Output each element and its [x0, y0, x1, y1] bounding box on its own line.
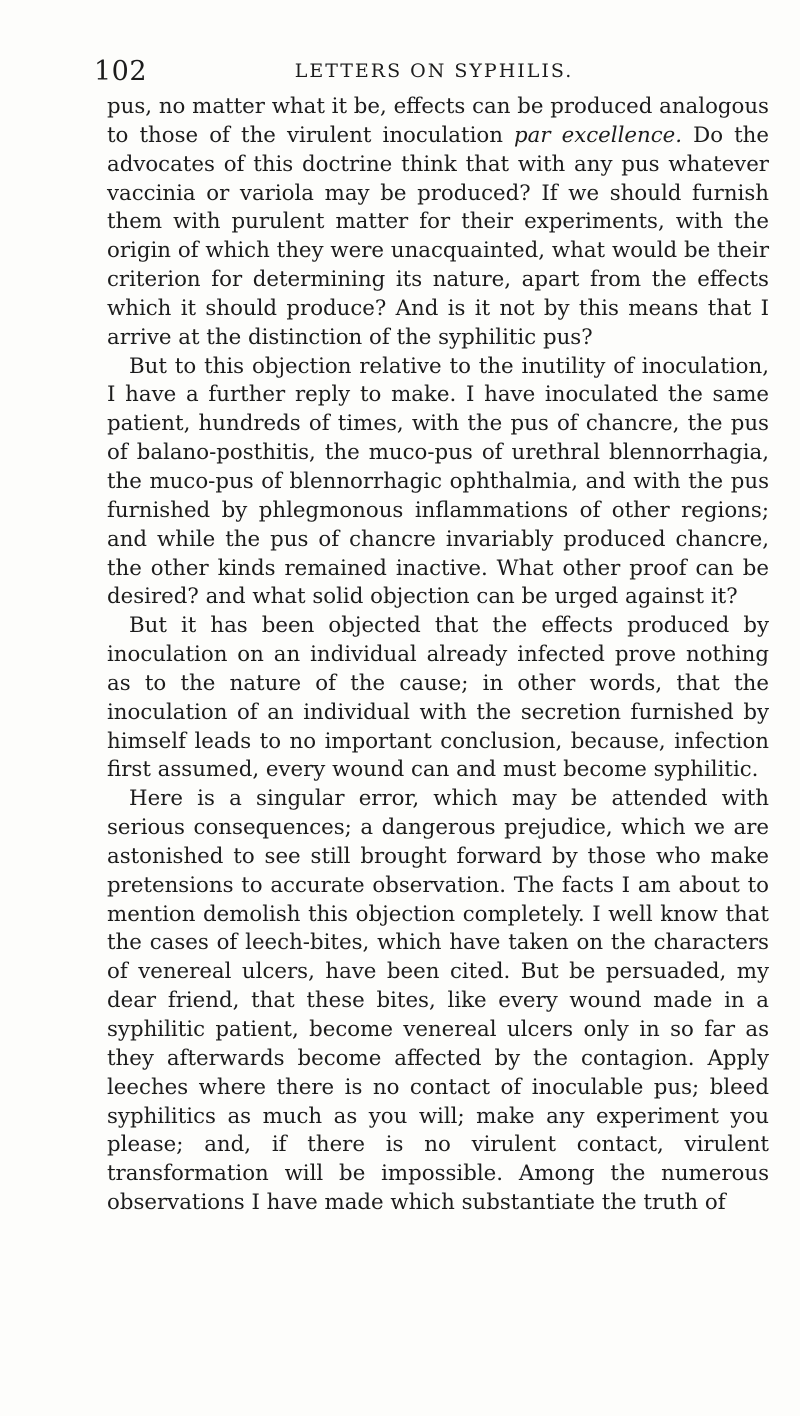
- paragraph-1: [107, 93, 769, 353]
- running-head: [94, 52, 774, 92]
- paragraph-1-text-end: Do the advocates of this doctrine think that with any pus whatever vaccinia or variola may be produced? If we should furnish them with purulent matter for their experiments, with the origin of which they were unacquainted, what would be their criterion for determining its nature, apart from the effects which it should produce? And is it not by this means that I arrive at the distinction of the syphilitic pus?: [107, 122, 769, 350]
- paragraph-2: But to this objection relative to the inutility of inoculation, I have a further reply to make. I have inoculated the same patient, hundreds of times, with the pus of chancre, the pus of balano-posthitis, the muco-pus of urethral blennorrhagia, the muco-pus of blennorrhagic ophthalmia, and with the pus furnished by phlegmonous inflammations of other regions; and while the pus of chancre invariably produced chancre, the other kinds remained inactive. What other proof can be desired? and what solid objection can be urged against it?: [107, 353, 769, 610]
- paragraph-1-italic-phrase: par excellence.: [514, 122, 683, 148]
- page-number: 102: [94, 56, 148, 87]
- body-text: [107, 93, 769, 1218]
- running-title: LETTERS ON SYPHILIS.: [294, 60, 574, 82]
- paragraph-1-text-start: pus, no matter what it be, effects can be produced analogous to those of the virulent inoculation: [107, 94, 769, 148]
- paragraph-3: But it has been objected that the effects produced by inoculation on an individual already infected prove nothing as to the nature of the cause; in other words, that the inoculation of an individual with the secretion furnished by himself leads to no important conclusion, because, infection first assumed, every wound can and must become syphilitic.: [107, 613, 769, 783]
- paragraph-4: Here is a singular error, which may be attended with serious consequences; a dangerous prejudice, which we are astonished to see still brought forward by those who make pretensions to accurate observation. The facts I am about to mention demolish this objection completely. I well know that the cases of leech-bites, which have taken on the characters of venereal ulcers, have been cited. But be persuaded, my dear friend, that these bites, like every wound made in a syphilitic patient, become venereal ulcers only in so far as they afterwards become affected by the contagion. Apply leeches where there is no contact of inoculable pus; bleed syphilitics as much as you will; make any experiment you please; and, if there is no virulent contact, virulent transformation will be impossible. Among the numerous observations I have made which substantiate the truth of: [107, 786, 769, 1216]
